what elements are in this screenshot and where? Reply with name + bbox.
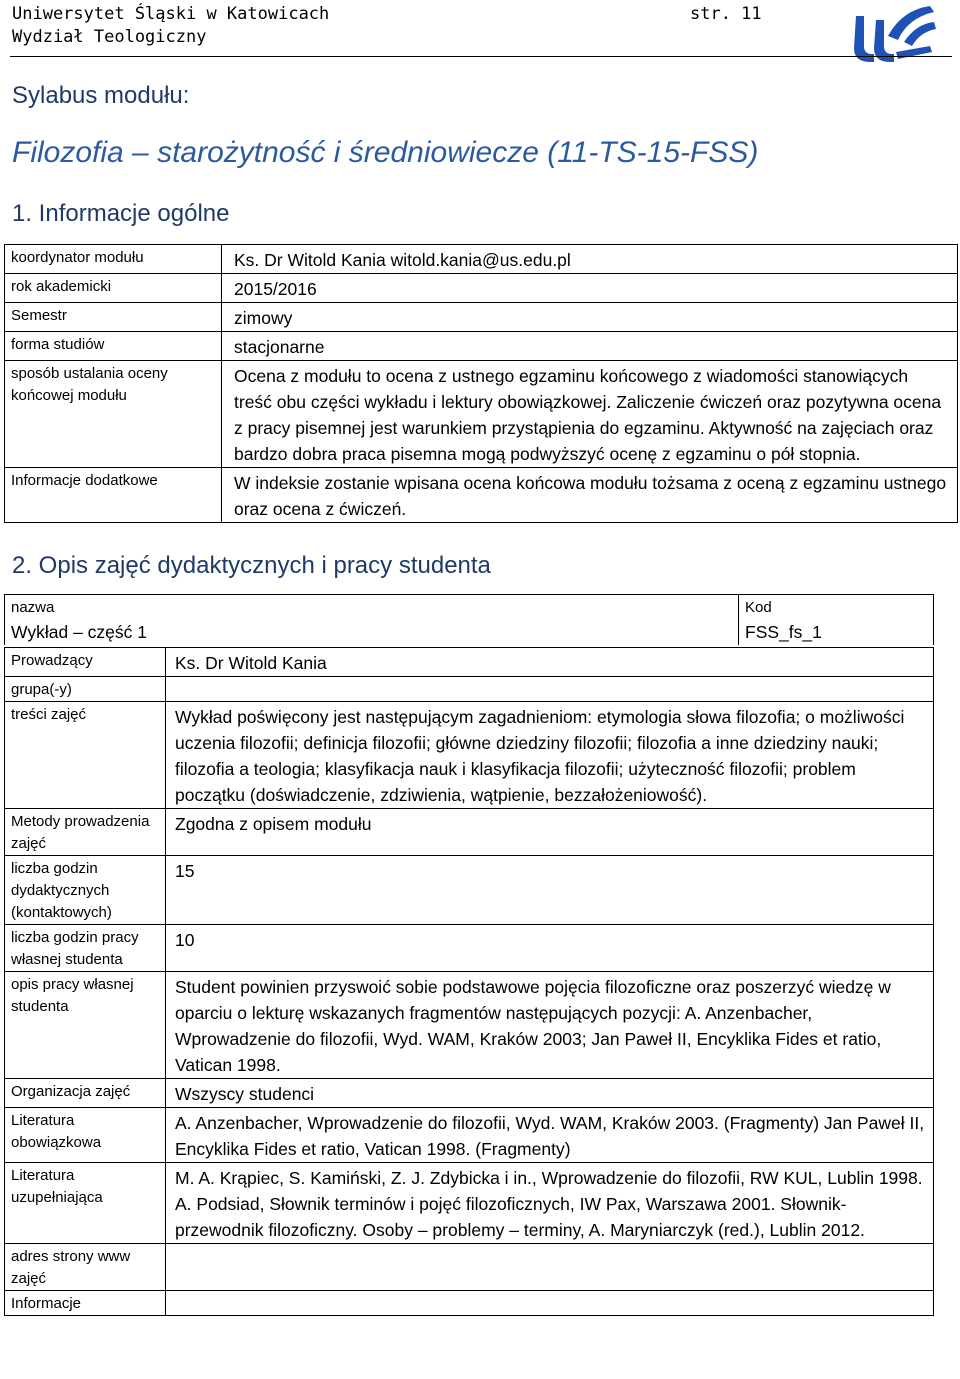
header-institution: [12, 3, 329, 49]
university-name: Uniwersytet Śląski w Katowicach: [12, 4, 330, 24]
row-value: Wszyscy studenci: [166, 1079, 934, 1108]
row-value: Ks. Dr Witold Kania witold.kania@us.edu.pl: [222, 245, 958, 274]
name-label: nazwa: [11, 599, 55, 616]
table-row: [5, 595, 934, 646]
row-value: Student powinien przyswoić sobie podstawowe pojęcia filozoficzne oraz poszerzyć wiedzę w oparciu o lekturę wskazanych fragmentów następujących pozycji: A. Anzenbacher, Wprowadzenie do filozofii, Wyd. WAM, Kraków 2003; Jan Paweł II, Encyklika Fides et ratio, Vatican 1998.: [166, 972, 934, 1079]
row-label: Informacje dodatkowe: [5, 468, 222, 523]
sylabus-label: Sylabus modułu:: [12, 82, 190, 109]
name-value: Wykład – część 1: [11, 622, 148, 642]
table-row: [5, 303, 958, 332]
table-row: [5, 332, 958, 361]
row-value: W indeksie zostanie wpisana ocena końcowa modułu tożsama z oceną z egzaminu ustnego oraz ocena z ćwiczeń.: [222, 468, 958, 523]
row-label: grupa(-y): [5, 677, 166, 702]
row-label: Literatura obowiązkowa: [5, 1108, 166, 1163]
table-row: [5, 702, 934, 809]
table-row: [5, 972, 934, 1079]
table-row: [5, 925, 934, 972]
section2-heading: 2. Opis zajęć dydaktycznych i pracy studenta: [12, 552, 491, 579]
row-value: stacjonarne: [222, 332, 958, 361]
table-row: [5, 361, 958, 468]
row-label: Organizacja zajęć: [5, 1079, 166, 1108]
name-cell: [5, 595, 739, 646]
row-value: zimowy: [222, 303, 958, 332]
row-value: Wykład poświęcony jest następującym zagadnieniom: etymologia słowa filozofia; o możliwości uczenia filozofii; definicja filozofii; główne dziedziny filozofii; filozofia a inne dziedziny nauki; filozofia a teologia; klasyfikacja nauk i klasyfikacja filozofii; użyteczność filozofii; problem początku (doświadczenie, zdziwienia, wątpienie, bezzałożeniowość).: [166, 702, 934, 809]
table-row: [5, 648, 934, 677]
row-label: sposób ustalania oceny końcowej modułu: [5, 361, 222, 468]
row-value: M. A. Krąpiec, S. Kamiński, Z. J. Zdybicka i in., Wprowadzenie do filozofii, RW KUL, Lublin 1998. A. Podsiad, Słownik terminów i pojęć filozoficznych, IW Pax, Warszawa 2001. Słownik-przewodnik filozoficzny. Osoby – problemy – terminy, A. Maryniarczyk (red.), Lublin 2012.: [166, 1163, 934, 1244]
section1-heading: 1. Informacje ogólne: [12, 200, 230, 227]
course-title: Filozofia – starożytność i średniowiecze (11-TS-15-FSS): [12, 136, 759, 169]
row-value: Zgodna z opisem modułu: [166, 809, 934, 856]
row-label: liczba godzin pracy własnej studenta: [5, 925, 166, 972]
course-details-table: [4, 647, 934, 1316]
row-label: Metody prowadzenia zajęć: [5, 809, 166, 856]
module-name-table: [4, 594, 934, 645]
row-value: A. Anzenbacher, Wprowadzenie do filozofii, Wyd. WAM, Kraków 2003. (Fragmenty) Jan Paweł II, Encyklika Fides et ratio, Vatican 1998. (Fragmenty): [166, 1108, 934, 1163]
header-divider: [10, 56, 952, 57]
row-label: forma studiów: [5, 332, 222, 361]
row-value: 15: [166, 856, 934, 925]
row-value: [166, 1244, 934, 1291]
row-label: Semestr: [5, 303, 222, 332]
table-row: [5, 856, 934, 925]
row-label: treści zajęć: [5, 702, 166, 809]
table-row: [5, 1108, 934, 1163]
row-label: Informacje: [5, 1291, 166, 1316]
table-row: [5, 1079, 934, 1108]
row-label: Literatura uzupełniająca: [5, 1163, 166, 1244]
table-row: [5, 1244, 934, 1291]
row-label: rok akademicki: [5, 274, 222, 303]
page-number: str. 11: [690, 4, 762, 24]
code-value: FSS_fs_1: [745, 622, 822, 642]
row-value: 2015/2016: [222, 274, 958, 303]
table-row: [5, 245, 958, 274]
row-label: Prowadzący: [5, 648, 166, 677]
row-value: 10: [166, 925, 934, 972]
row-label: liczba godzin dydaktycznych (kontaktowych): [5, 856, 166, 925]
faculty-name: Wydział Teologiczny: [12, 27, 207, 47]
code-cell: [739, 595, 934, 646]
row-value: [166, 1291, 934, 1316]
row-value: Ocena z modułu to ocena z ustnego egzaminu końcowego z wiadomości stanowiących treść obu części wykładu i lektury obowiązkowej. Zaliczenie ćwiczeń oraz pozytywna ocena z pracy pisemnej jest warunkiem przystąpienia do egzaminu. Aktywność na zajęciach oraz bardzo dobra praca pisemna mogą podwyższyć ocenę z egzaminu o pół stopnia.: [222, 361, 958, 468]
general-info-table: [4, 244, 958, 523]
table-row: [5, 468, 958, 523]
row-value: [166, 677, 934, 702]
table-row: [5, 809, 934, 856]
table-row: [5, 1291, 934, 1316]
table-row: [5, 677, 934, 702]
row-label: opis pracy własnej studenta: [5, 972, 166, 1079]
row-value: Ks. Dr Witold Kania: [166, 648, 934, 677]
code-label: Kod: [745, 599, 772, 616]
table-row: [5, 1163, 934, 1244]
table-row: [5, 274, 958, 303]
row-label: koordynator modułu: [5, 245, 222, 274]
row-label: adres strony www zajęć: [5, 1244, 166, 1291]
